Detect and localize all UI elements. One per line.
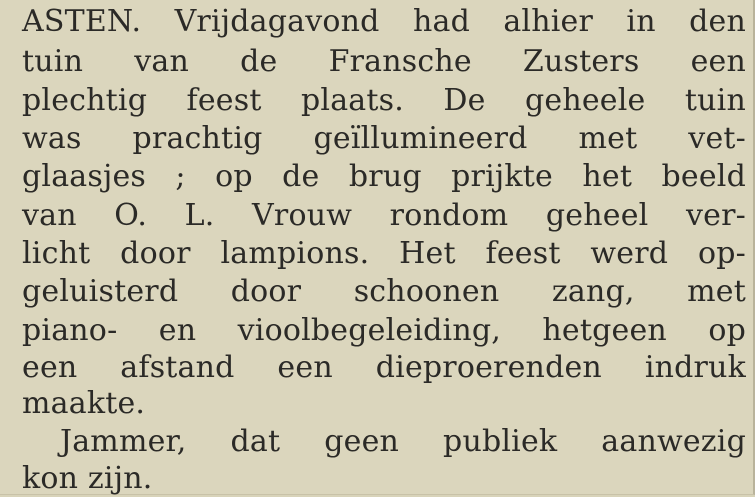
article-line-3: plechtig feest plaats. De geheele tuin [22, 83, 746, 118]
article-line-7: licht door lampions. Het feest werd op- [22, 236, 746, 271]
article-line-8: geluisterd door schoonen zang, met [22, 274, 746, 309]
article-line-12: Jammer, dat geen publiek aanwezig [60, 424, 746, 459]
article-line-13: kon zijn. [22, 461, 153, 496]
article-line-10: een afstand een dieproerenden indruk [22, 350, 746, 385]
article-line-2: tuin van de Fransche Zusters een [22, 44, 746, 79]
article-line-4: was prachtig geïllumineerd met vet- [22, 121, 746, 156]
article-line-9: piano- en vioolbegeleiding, hetgeen op [22, 313, 746, 348]
article-line-11: maakte. [22, 386, 146, 421]
article-line-6: van O. L. Vrouw rondom geheel ver- [22, 198, 746, 233]
article-line-1: ASTEN. Vrijdagavond had alhier in den [22, 4, 746, 39]
article-line-5: glaasjes ; op de brug prijkte het beeld [22, 159, 746, 194]
